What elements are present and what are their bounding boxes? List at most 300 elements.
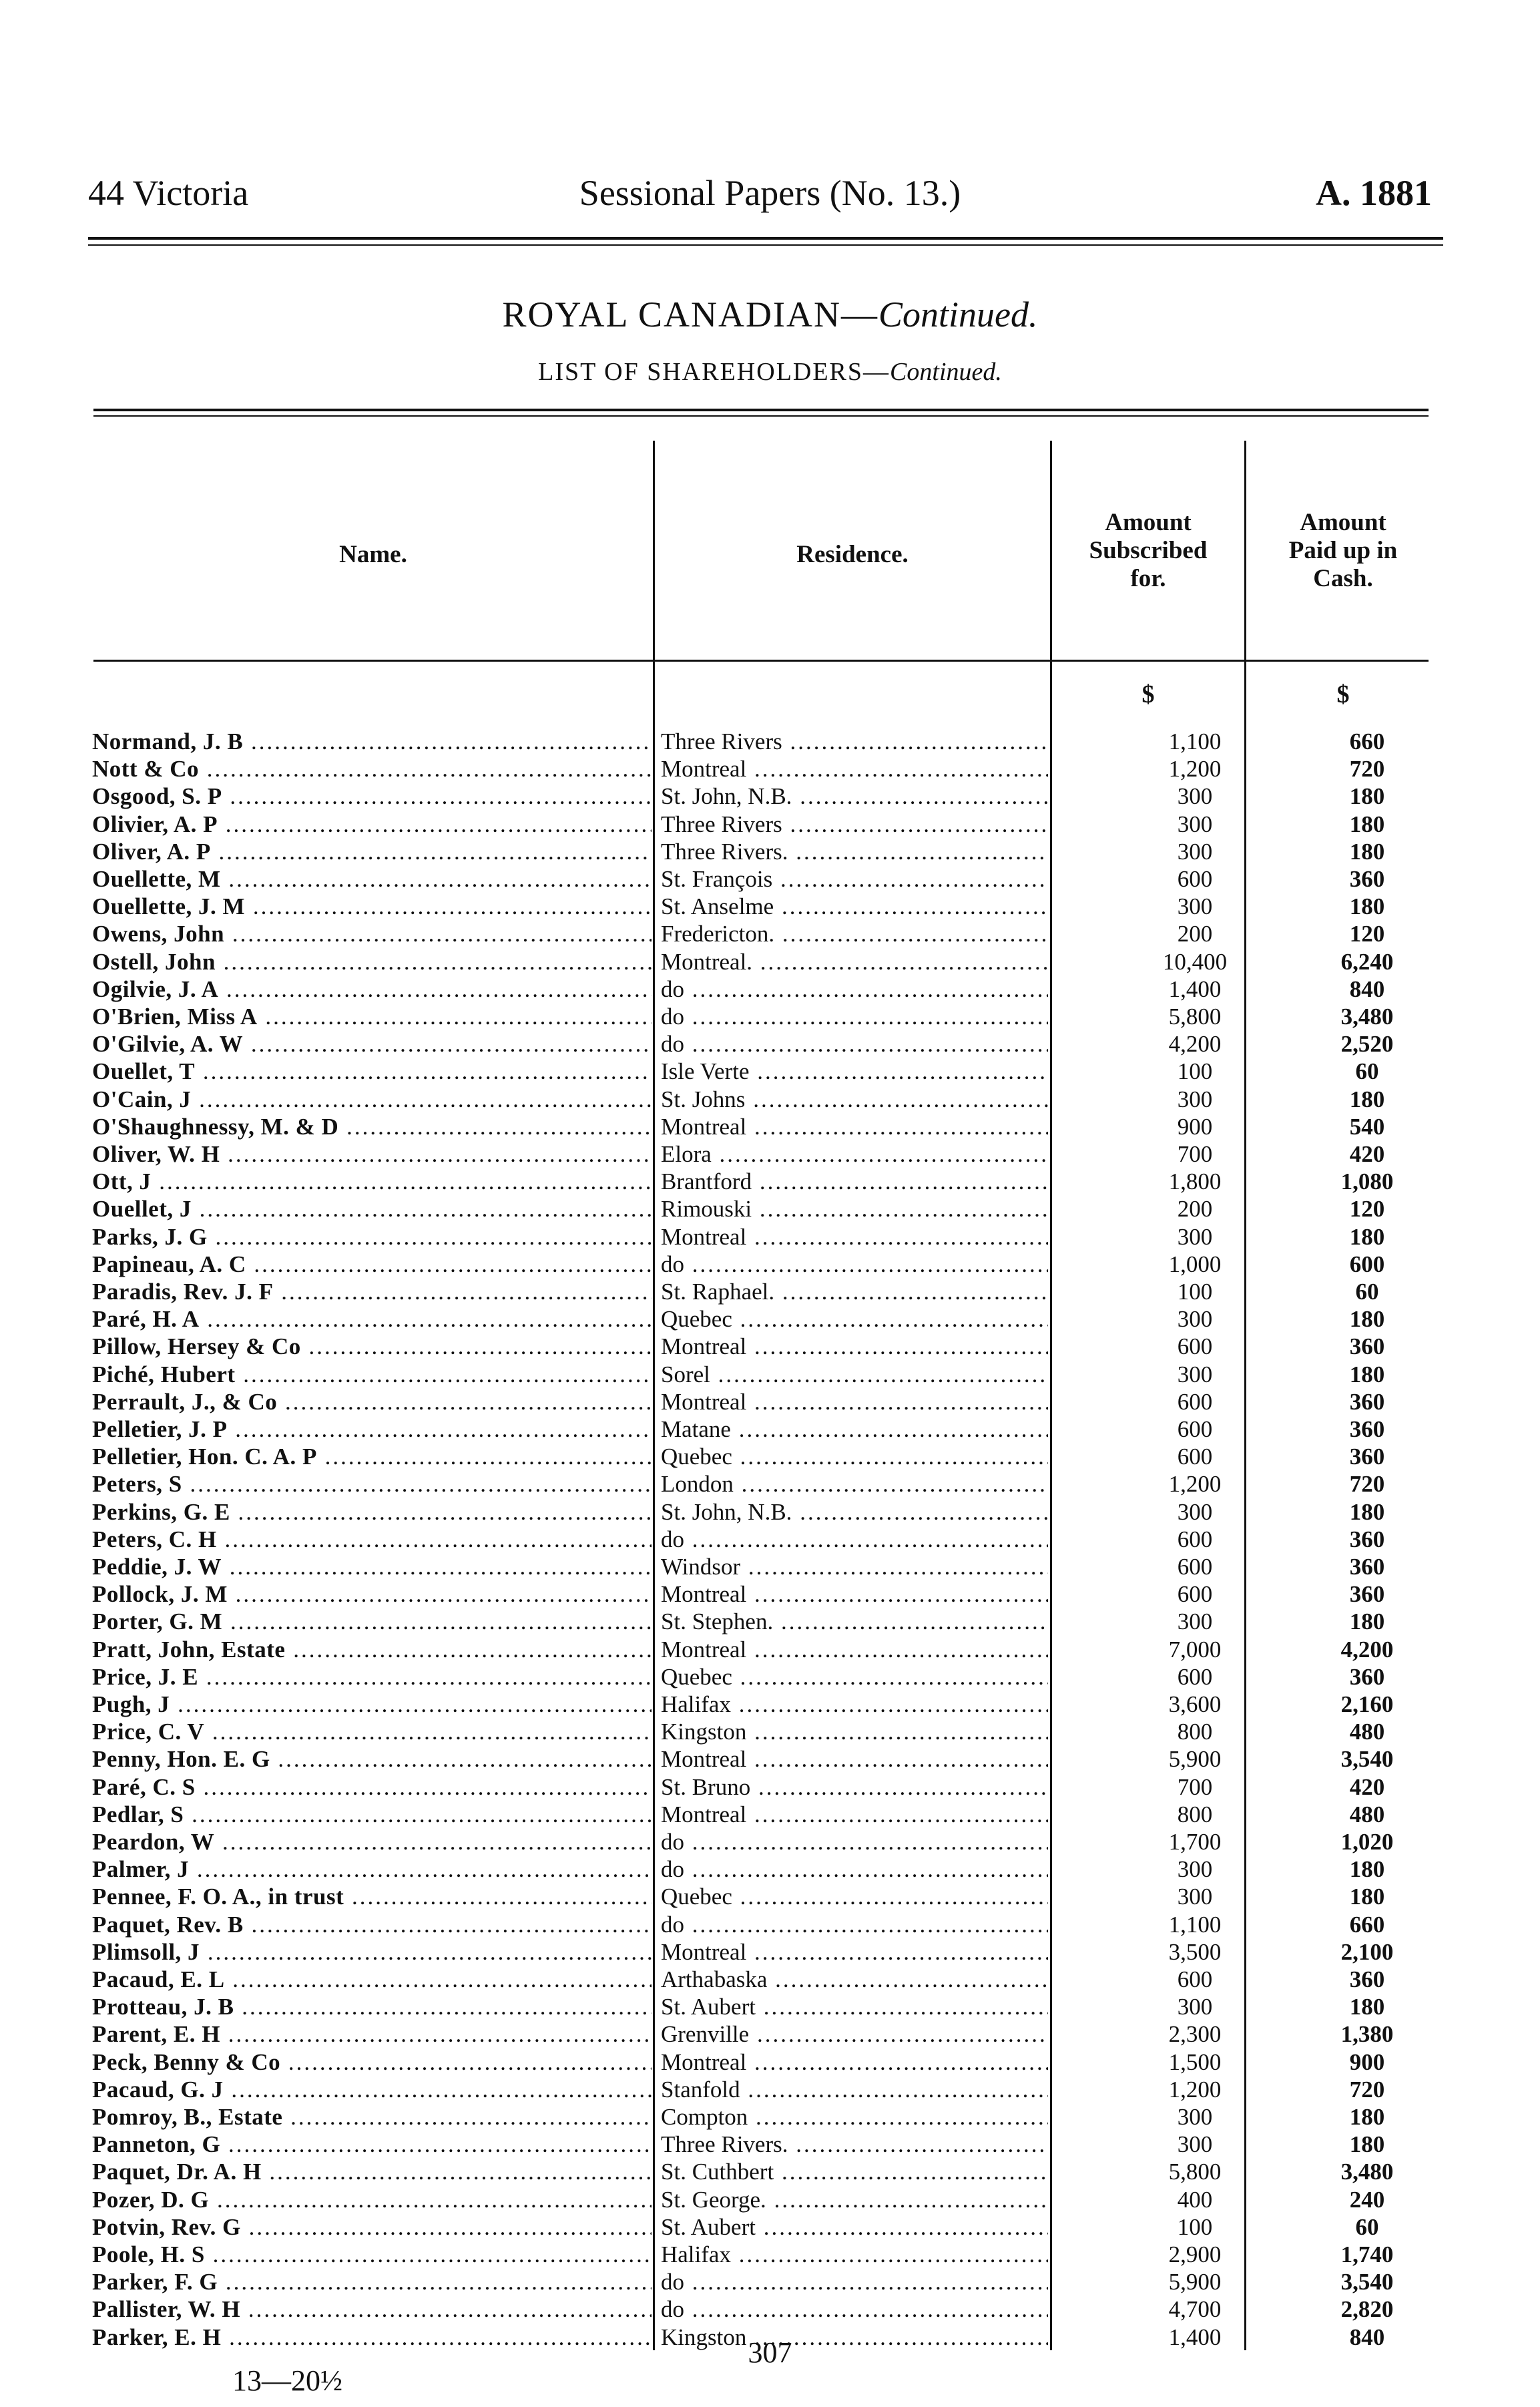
amount-subscribed-cell: 1,400 [1168,2324,1222,2350]
shareholder-name: Ouellette, J. M ..... [92,893,652,920]
table-row [0,1526,1540,1553]
residence-cell: do ..... [661,1911,1048,1938]
amount-paid-cell: 360 [1349,866,1385,892]
shareholder-name: Pallister, W. H ..... [92,2295,652,2323]
residence-cell: Quebec ..... [661,1883,1048,1910]
amount-paid-cell: 60 [1355,1058,1379,1084]
amount-paid-cell: 180 [1349,811,1385,837]
shareholder-name: Parker, F. G ..... [92,2268,652,2295]
amount-paid-cell: 1,380 [1340,2021,1394,2047]
amount-paid-cell: 2,520 [1340,1031,1394,1057]
residence-cell: Quebec ..... [661,1305,1048,1333]
amount-subscribed-cell: 400 [1177,2187,1213,2213]
table-row [0,1663,1540,1691]
header-rule-bottom [88,244,1443,246]
residence-cell: Brantford ..... [661,1168,1048,1195]
amount-subscribed-cell: 600 [1177,1333,1213,1359]
amount-subscribed-cell: 300 [1177,839,1213,865]
table-row [0,1993,1540,2020]
amount-subscribed-cell: 200 [1177,1196,1213,1222]
amount-paid-cell: 120 [1349,1196,1385,1222]
table-row [0,1030,1540,1058]
amount-subscribed-cell: 300 [1177,783,1213,809]
table-row [0,1718,1540,1745]
column-header-subscribed: Amount Subscribed for. [1089,509,1208,592]
shareholder-name: Ogilvie, J. A ..... [92,975,652,1003]
shareholder-name: Perkins, G. E ..... [92,1498,652,1526]
shareholder-name: Papineau, A. C ..... [92,1251,652,1278]
amount-subscribed-cell: 100 [1177,1058,1213,1084]
shareholder-name: O'Brien, Miss A ..... [92,1003,652,1030]
residence-cell: St. John, N.B. ..... [661,783,1048,810]
amount-paid-cell: 420 [1349,1774,1385,1800]
amount-subscribed-cell: 100 [1177,2214,1213,2240]
amount-paid-cell: 3,480 [1340,2159,1394,2185]
amount-paid-cell: 720 [1349,1471,1385,1497]
shareholder-name: Panneton, G ..... [92,2131,652,2158]
shareholder-name: Olivier, A. P ..... [92,811,652,838]
table-row [0,1938,1540,1966]
header-rule-top [88,237,1443,240]
amount-paid-cell: 4,200 [1340,1636,1394,1663]
shareholder-name: Osgood, S. P ..... [92,783,652,810]
table-row [0,1415,1540,1443]
table-row [0,920,1540,947]
amount-paid-cell: 480 [1349,1719,1385,1745]
residence-cell: Montreal ..... [661,1113,1048,1140]
signature-mark: 13—20½ [232,2364,342,2397]
table-row [0,2268,1540,2295]
shareholder-name: Price, C. V ..... [92,1718,652,1745]
residence-cell: do ..... [661,1030,1048,1058]
amount-subscribed-cell: 300 [1177,1306,1213,1332]
amount-subscribed-cell: 300 [1177,1361,1213,1387]
residence-cell: do ..... [661,2268,1048,2295]
amount-subscribed-cell: 200 [1177,921,1213,947]
heading-rule [93,660,1429,662]
session-label: 44 Victoria [88,173,249,213]
table-row [0,1691,1540,1718]
shareholder-name: Poole, H. S ..... [92,2241,652,2268]
residence-cell: St. François ..... [661,865,1048,893]
amount-subscribed-cell: 1,200 [1168,756,1222,782]
table-row [0,2020,1540,2048]
residence-cell: Montreal ..... [661,1580,1048,1608]
residence-cell: do ..... [661,1855,1048,1883]
amount-paid-cell: 180 [1349,1499,1385,1525]
shareholder-name: Pugh, J ..... [92,1691,652,1718]
amount-subscribed-cell: 3,500 [1168,1939,1222,1965]
shareholder-name: Pelletier, Hon. C. A. P ..... [92,1443,652,1470]
amount-subscribed-cell: 2,900 [1168,2241,1222,2267]
page-number: 307 [748,2336,792,2369]
residence-cell: St. Cuthbert ..... [661,2158,1048,2185]
table-row [0,1223,1540,1251]
residence-cell: Montreal. ..... [661,948,1048,975]
amount-paid-cell: 180 [1349,783,1385,809]
table-row [0,1140,1540,1168]
shareholder-name: Protteau, J. B ..... [92,1993,652,2020]
table-rule-top-thin [93,415,1429,417]
shareholder-name: Paré, H. A ..... [92,1305,652,1333]
table-row [0,1195,1540,1223]
residence-cell: do ..... [661,1828,1048,1855]
shareholder-name: O'Shaughnessy, M. & D ..... [92,1113,652,1140]
amount-subscribed-cell: 100 [1177,1279,1213,1305]
table-row [0,811,1540,838]
residence-cell: St. Anselme ..... [661,893,1048,920]
table-row [0,2103,1540,2131]
page-title: ROYAL CANADIAN—Continued. [502,294,1038,335]
shareholder-name: Peters, C. H ..... [92,1526,652,1553]
amount-subscribed-cell: 7,000 [1168,1636,1222,1663]
amount-paid-cell: 180 [1349,1856,1385,1882]
shareholder-name: Penny, Hon. E. G ..... [92,1745,652,1773]
shareholder-name: Ott, J ..... [92,1168,652,1195]
amount-paid-cell: 2,160 [1340,1691,1394,1717]
amount-paid-cell: 360 [1349,1333,1385,1359]
table-row [0,1608,1540,1635]
residence-cell: Three Rivers ..... [661,811,1048,838]
table-row [0,2158,1540,2185]
amount-subscribed-cell: 300 [1177,1224,1213,1250]
shareholder-name: Price, J. E ..... [92,1663,652,1691]
residence-cell: St. Raphael. ..... [661,1278,1048,1305]
amount-paid-cell: 360 [1349,1389,1385,1415]
amount-paid-cell: 840 [1349,2324,1385,2350]
amount-subscribed-cell: 1,700 [1168,1829,1222,1855]
amount-paid-cell: 6,240 [1340,949,1394,975]
amount-paid-cell: 3,540 [1340,1746,1394,1772]
table-row [0,1828,1540,1855]
shareholder-name: Ouellette, M ..... [92,865,652,893]
amount-subscribed-cell: 300 [1177,1856,1213,1882]
table-row [0,1773,1540,1801]
residence-cell: Fredericton. ..... [661,920,1048,947]
shareholder-name: Plimsoll, J ..... [92,1938,652,1966]
amount-paid-cell: 2,820 [1340,2296,1394,2322]
table-row [0,2213,1540,2241]
shareholder-name: Owens, John ..... [92,920,652,947]
residence-cell: Matane ..... [661,1415,1048,1443]
amount-subscribed-cell: 1,800 [1168,1168,1222,1194]
amount-paid-cell: 60 [1355,1279,1379,1305]
amount-paid-cell: 180 [1349,1884,1385,1910]
amount-paid-cell: 180 [1349,1086,1385,1112]
table-row [0,975,1540,1003]
year-label: A. 1881 [1316,173,1432,213]
residence-cell: do ..... [661,2295,1048,2323]
table-row [0,1470,1540,1498]
shareholder-name: Ouellet, T ..... [92,1058,652,1085]
subscribed-unit: $ [1141,680,1155,708]
amount-subscribed-cell: 5,800 [1168,2159,1222,2185]
shareholder-name: Pomroy, B., Estate ..... [92,2103,652,2131]
publication-title: Sessional Papers (No. 13.) [579,173,961,213]
table-row [0,948,1540,975]
residence-cell: Isle Verte ..... [661,1058,1048,1085]
amount-subscribed-cell: 600 [1177,866,1213,892]
shareholder-name: Pelletier, J. P ..... [92,1415,652,1443]
amount-paid-cell: 720 [1349,756,1385,782]
table-rule-top [93,409,1429,411]
amount-subscribed-cell: 300 [1177,1608,1213,1634]
amount-subscribed-cell: 600 [1177,1581,1213,1607]
residence-cell: Three Rivers. ..... [661,2131,1048,2158]
amount-subscribed-cell: 300 [1177,1086,1213,1112]
table-row [0,1058,1540,1085]
amount-paid-cell: 3,540 [1340,2269,1394,2295]
shareholder-name: Pozer, D. G ..... [92,2186,652,2213]
residence-cell: do ..... [661,1003,1048,1030]
residence-cell: St. George. ..... [661,2186,1048,2213]
amount-paid-cell: 360 [1349,1664,1385,1690]
residence-cell: Montreal ..... [661,1636,1048,1663]
shareholder-name: Potvin, Rev. G ..... [92,2213,652,2241]
amount-subscribed-cell: 300 [1177,1994,1213,2020]
table-row [0,1168,1540,1195]
amount-paid-cell: 360 [1349,1554,1385,1580]
shareholder-name: Perrault, J., & Co ..... [92,1388,652,1415]
amount-paid-cell: 60 [1355,2214,1379,2240]
amount-paid-cell: 840 [1349,976,1385,1002]
shareholder-name: Porter, G. M ..... [92,1608,652,1635]
residence-cell: Three Rivers. ..... [661,838,1048,865]
table-row [0,1388,1540,1415]
amount-subscribed-cell: 10,400 [1162,949,1228,975]
table-row [0,865,1540,893]
amount-paid-cell: 1,020 [1340,1829,1394,1855]
residence-cell: St. Stephen. ..... [661,1608,1048,1635]
amount-subscribed-cell: 300 [1177,2131,1213,2157]
table-row [0,1636,1540,1663]
amount-paid-cell: 420 [1349,1141,1385,1167]
table-row [0,1361,1540,1388]
table-row [0,2076,1540,2103]
shareholder-name: Normand, J. B ..... [92,728,652,755]
shareholder-name: Pennee, F. O. A., in trust ..... [92,1883,652,1910]
column-header-residence: Residence. [796,541,909,568]
amount-paid-cell: 1,080 [1340,1168,1394,1194]
amount-subscribed-cell: 700 [1177,1141,1213,1167]
table-row [0,1003,1540,1030]
shareholder-name: Paradis, Rev. J. F ..... [92,1278,652,1305]
amount-paid-cell: 360 [1349,1581,1385,1607]
amount-paid-cell: 180 [1349,1361,1385,1387]
residence-cell: do ..... [661,1251,1048,1278]
table-row [0,1498,1540,1526]
table-row [0,783,1540,810]
residence-cell: Montreal ..... [661,1388,1048,1415]
residence-cell: Compton ..... [661,2103,1048,2131]
amount-subscribed-cell: 4,200 [1168,1031,1222,1057]
shareholder-name: Parks, J. G ..... [92,1223,652,1251]
amount-paid-cell: 180 [1349,1608,1385,1634]
amount-subscribed-cell: 700 [1177,1774,1213,1800]
residence-cell: Montreal ..... [661,1745,1048,1773]
amount-subscribed-cell: 600 [1177,1389,1213,1415]
table-row [0,1305,1540,1333]
residence-cell: Halifax ..... [661,1691,1048,1718]
amount-subscribed-cell: 1,200 [1168,1471,1222,1497]
residence-cell: do ..... [661,975,1048,1003]
residence-cell: Montreal ..... [661,1801,1048,1828]
residence-cell: Halifax ..... [661,2241,1048,2268]
amount-subscribed-cell: 600 [1177,1966,1213,1992]
table-row [0,1553,1540,1580]
table-row [0,1801,1540,1828]
shareholder-name: Pollock, J. M ..... [92,1580,652,1608]
table-row [0,2241,1540,2268]
amount-subscribed-cell: 800 [1177,1801,1213,1827]
page-subtitle: LIST OF SHAREHOLDERS—Continued. [538,358,1002,386]
residence-cell: St. Aubert ..... [661,1993,1048,2020]
amount-subscribed-cell: 1,000 [1168,1251,1222,1277]
amount-subscribed-cell: 600 [1177,1554,1213,1580]
amount-paid-cell: 660 [1349,728,1385,754]
amount-paid-cell: 900 [1349,2049,1385,2075]
table-row [0,728,1540,755]
residence-cell: St. Johns ..... [661,1086,1048,1113]
amount-paid-cell: 600 [1349,1251,1385,1277]
residence-cell: St. Bruno ..... [661,1773,1048,1801]
shareholder-name: Peck, Benny & Co ..... [92,2048,652,2076]
residence-cell: Montreal ..... [661,755,1048,783]
amount-subscribed-cell: 5,900 [1168,2269,1222,2295]
amount-paid-cell: 120 [1349,921,1385,947]
residence-cell: St. John, N.B. ..... [661,1498,1048,1526]
shareholder-name: Parent, E. H ..... [92,2020,652,2048]
amount-paid-cell: 360 [1349,1416,1385,1442]
residence-cell: Arthabaska ..... [661,1966,1048,1993]
residence-cell: Montreal ..... [661,1223,1048,1251]
shareholder-name: Pacaud, E. L ..... [92,1966,652,1993]
table-row [0,1911,1540,1938]
amount-subscribed-cell: 300 [1177,893,1213,919]
amount-subscribed-cell: 1,500 [1168,2049,1222,2075]
amount-paid-cell: 180 [1349,1224,1385,1250]
shareholder-name: Oliver, W. H ..... [92,1140,652,1168]
column-header-paid: Amount Paid up in Cash. [1288,509,1398,592]
amount-paid-cell: 2,100 [1340,1939,1394,1965]
amount-subscribed-cell: 600 [1177,1526,1213,1552]
amount-subscribed-cell: 300 [1177,2104,1213,2130]
residence-cell: Montreal ..... [661,1938,1048,1966]
residence-cell: Montreal ..... [661,2048,1048,2076]
table-row [0,2048,1540,2076]
amount-subscribed-cell: 1,100 [1168,728,1222,754]
shareholder-name: Ouellet, J ..... [92,1195,652,1223]
shareholder-name: O'Gilvie, A. W ..... [92,1030,652,1058]
table-row [0,1855,1540,1883]
residence-cell: London ..... [661,1470,1048,1498]
amount-paid-cell: 180 [1349,1306,1385,1332]
amount-paid-cell: 360 [1349,1966,1385,1992]
amount-paid-cell: 720 [1349,2076,1385,2103]
amount-subscribed-cell: 3,600 [1168,1691,1222,1717]
table-row [0,838,1540,865]
table-row [0,1333,1540,1360]
residence-cell: Quebec ..... [661,1663,1048,1691]
shareholder-name: Paré, C. S ..... [92,1773,652,1801]
shareholder-name: Peddie, J. W ..... [92,1553,652,1580]
residence-cell: St. Aubert ..... [661,2213,1048,2241]
amount-subscribed-cell: 600 [1177,1444,1213,1470]
shareholder-name: Peters, S ..... [92,1470,652,1498]
residence-cell: do ..... [661,1526,1048,1553]
table-row [0,1113,1540,1140]
amount-paid-cell: 180 [1349,893,1385,919]
residence-cell: Rimouski ..... [661,1195,1048,1223]
table-row [0,2186,1540,2213]
table-row [0,1086,1540,1113]
amount-paid-cell: 180 [1349,2131,1385,2157]
amount-subscribed-cell: 600 [1177,1664,1213,1690]
table-row [0,1251,1540,1278]
table-row [0,893,1540,920]
table-row [0,755,1540,783]
shareholder-name: O'Cain, J ..... [92,1086,652,1113]
table-row [0,1278,1540,1305]
shareholder-name: Piché, Hubert ..... [92,1361,652,1388]
table-row [0,2295,1540,2323]
amount-paid-cell: 660 [1349,1912,1385,1938]
shareholder-name: Paquet, Dr. A. H ..... [92,2158,652,2185]
shareholder-name: Pillow, Hersey & Co ..... [92,1333,652,1360]
residence-cell: Sorel ..... [661,1361,1048,1388]
paid-unit: $ [1336,680,1350,708]
table-row [0,1883,1540,1910]
residence-cell: Elora ..... [661,1140,1048,1168]
amount-subscribed-cell: 4,700 [1168,2296,1222,2322]
residence-cell: Windsor ..... [661,1553,1048,1580]
shareholder-name: Pacaud, G. J ..... [92,2076,652,2103]
amount-subscribed-cell: 5,900 [1168,1746,1222,1772]
residence-cell: Kingston ..... [661,2324,1048,2351]
shareholder-name: Pratt, John, Estate ..... [92,1636,652,1663]
amount-subscribed-cell: 1,100 [1168,1912,1222,1938]
residence-cell: Stanfold ..... [661,2076,1048,2103]
amount-subscribed-cell: 1,200 [1168,2076,1222,2103]
residence-cell: Grenville ..... [661,2020,1048,2048]
amount-paid-cell: 180 [1349,1994,1385,2020]
amount-paid-cell: 1,740 [1340,2241,1394,2267]
table-row [0,1443,1540,1470]
amount-subscribed-cell: 5,800 [1168,1004,1222,1030]
shareholder-name: Peardon, W ..... [92,1828,652,1855]
amount-subscribed-cell: 800 [1177,1719,1213,1745]
shareholder-name: Nott & Co ..... [92,755,652,783]
table-row [0,1745,1540,1773]
table-row [0,1580,1540,1608]
shareholder-name: Ostell, John ..... [92,948,652,975]
residence-cell: Montreal ..... [661,1333,1048,1360]
amount-paid-cell: 360 [1349,1444,1385,1470]
amount-paid-cell: 180 [1349,2104,1385,2130]
amount-paid-cell: 3,480 [1340,1004,1394,1030]
amount-subscribed-cell: 1,400 [1168,976,1222,1002]
shareholder-name: Paquet, Rev. B ..... [92,1911,652,1938]
amount-subscribed-cell: 300 [1177,811,1213,837]
amount-paid-cell: 480 [1349,1801,1385,1827]
residence-cell: Quebec ..... [661,1443,1048,1470]
amount-subscribed-cell: 300 [1177,1499,1213,1525]
amount-subscribed-cell: 900 [1177,1114,1213,1140]
residence-cell: Kingston ..... [661,1718,1048,1745]
amount-paid-cell: 180 [1349,839,1385,865]
amount-subscribed-cell: 2,300 [1168,2021,1222,2047]
amount-paid-cell: 540 [1349,1114,1385,1140]
